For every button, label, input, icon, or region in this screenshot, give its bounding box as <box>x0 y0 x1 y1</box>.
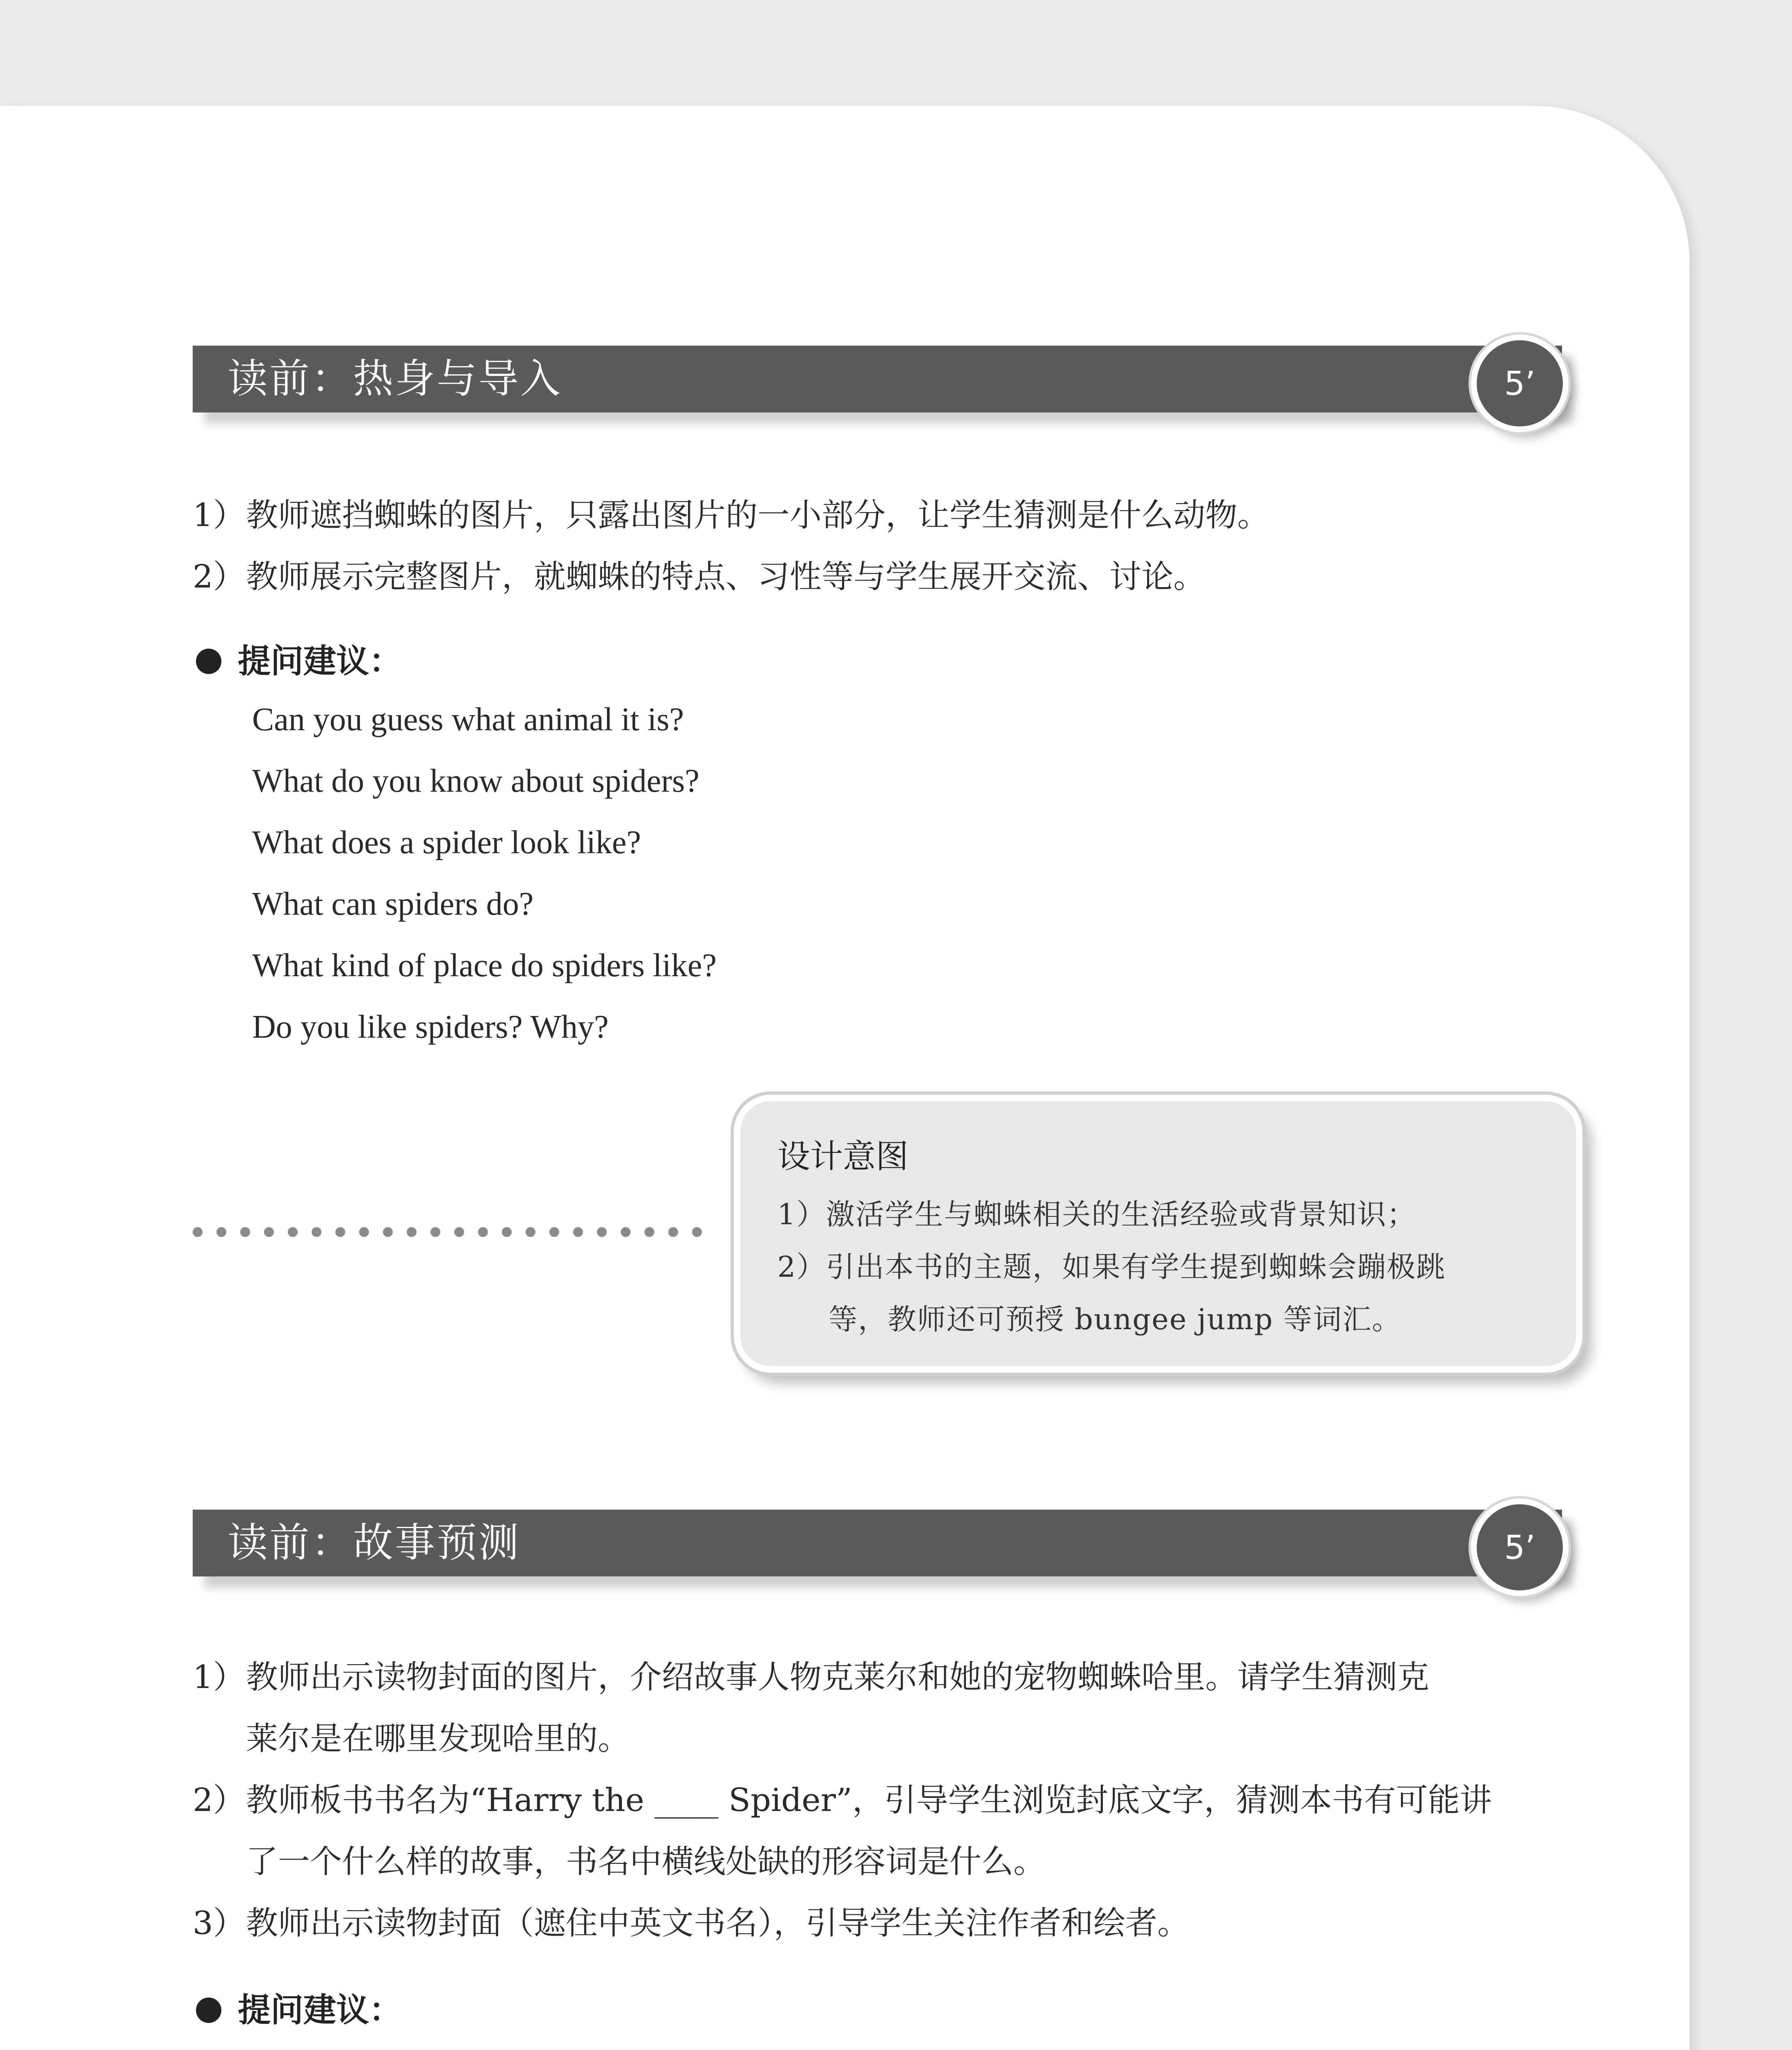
section-title: 读前：热身与导入 <box>228 355 562 402</box>
questions-heading: 提问建议： <box>196 635 402 682</box>
design-item-continuation: 等，教师还可预授 bungee jump 等词汇。 <box>829 1303 1402 1336</box>
question-item: What does a spider look like? <box>252 825 641 861</box>
design-item: 2）引出本书的主题，如果有学生提到蜘蛛会蹦极跳 <box>777 1250 1446 1284</box>
design-intent-box <box>734 1095 1583 1373</box>
design-title: 设计意图 <box>777 1137 909 1175</box>
question-item <box>252 2038 1442 2050</box>
question-item: What kind of place do spiders like? <box>252 948 717 984</box>
step-item-continuation: 莱尔是在哪里发现哈里的。 <box>246 1720 630 1757</box>
question-list <box>252 689 717 1058</box>
bullet-icon <box>196 649 221 674</box>
bullet-icon <box>196 1998 221 2023</box>
step-item: 3）教师出示读物封面（遮住中英文书名），引导学生关注作者和绘者。 <box>193 1905 1190 1942</box>
question-list <box>252 2038 1442 2050</box>
section-title: 读前：故事预测 <box>228 1519 521 1566</box>
question-item: Can you guess what animal it is? <box>252 702 684 738</box>
design-item: 1）激活学生与蜘蛛相关的生活经验或背景知识； <box>777 1198 1416 1231</box>
section-header-prediction <box>193 1510 1562 1576</box>
step-list <box>193 485 1603 608</box>
section-header-warmup <box>193 346 1562 412</box>
design-list <box>777 1188 1556 1346</box>
questions-heading: 提问建议： <box>196 1984 402 2031</box>
time-badge: 5’ <box>1471 1499 1569 1596</box>
step-item: 1）教师出示读物封面的图片，介绍故事人物克莱尔和她的宠物蜘蛛哈里。请学生猜测克 <box>193 1659 1430 1696</box>
question-item: Do you like spiders? Why? <box>252 1009 609 1045</box>
step-item-continuation: 了一个什么样的故事，书名中横线处缺的形容词是什么。 <box>246 1843 1046 1880</box>
step-item: 2）教师板书书名为“Harry the ____ Spider”，引导学生浏览封底文字，猜测本书有可能讲 <box>193 1782 1492 1819</box>
step-item: 1）教师遮挡蜘蛛的图片，只露出图片的一小部分，让学生猜测是什么动物。 <box>193 497 1270 534</box>
time-badge: 5’ <box>1471 335 1569 432</box>
step-list <box>193 1647 1603 1954</box>
step-item: 2）教师展示完整图片，就蜘蛛的特点、习性等与学生展开交流、讨论。 <box>193 558 1206 595</box>
question-item: What can spiders do? <box>252 886 534 922</box>
dotted-leader <box>193 1227 705 1239</box>
question-item: What do you know about spiders? <box>252 763 699 799</box>
